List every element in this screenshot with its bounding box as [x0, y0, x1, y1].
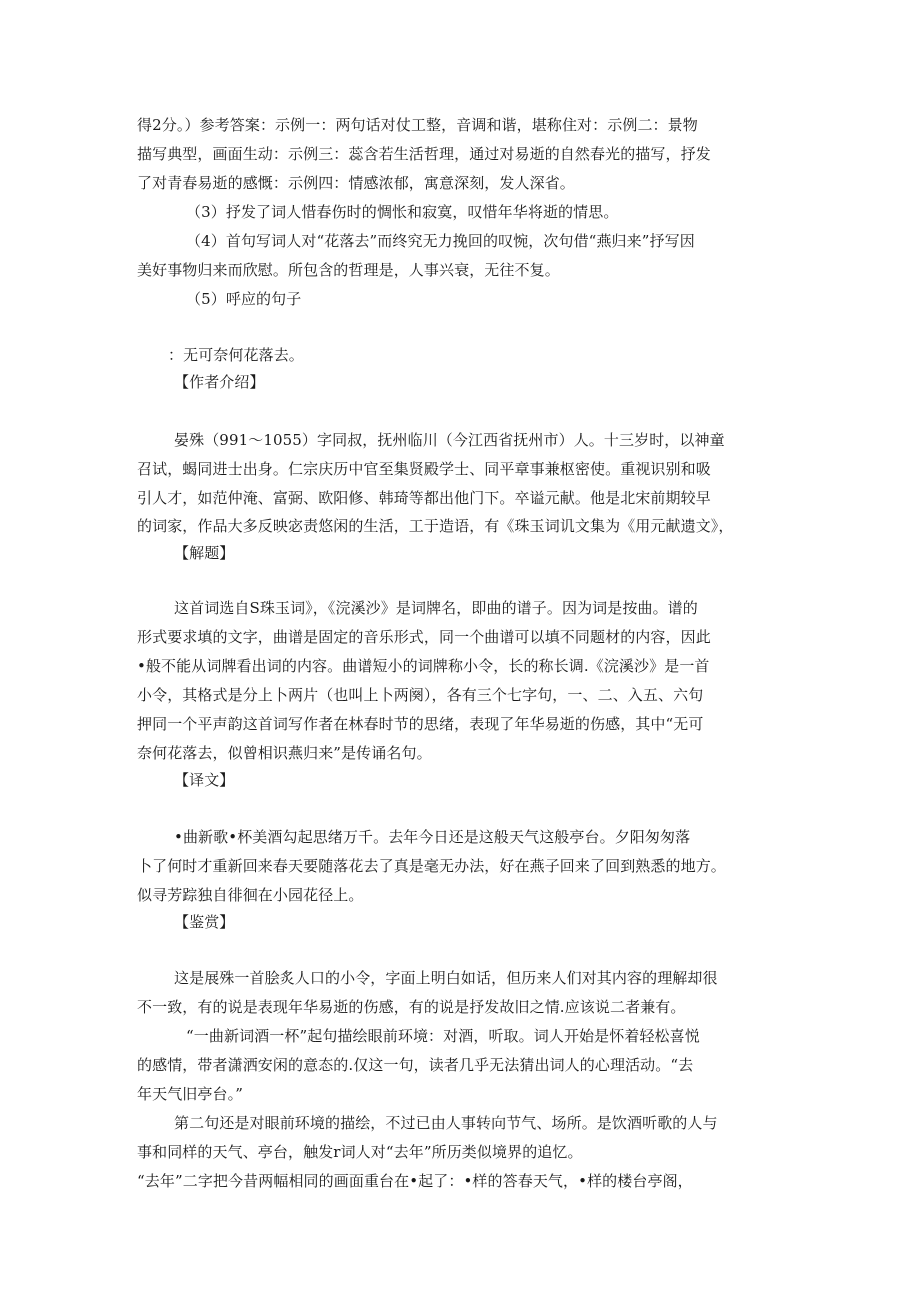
text-line: （4）首句写词人对“花落去”而终究无力挽回的叹惋，次句借“燕归来”抒写因 [186, 232, 695, 250]
text-line: “去年”二字把今昔两幅相同的画面重台在•起了：•样的答春天气，•样的楼台亭阁， [137, 1172, 693, 1190]
text-line: 不一致，有的说是表现年华易逝的伤感，有的说是抒发故旧之情.应该说二者兼有。 [137, 998, 686, 1016]
text-line: 卜了何时才重新回来春天要随落花去了真是毫无办法，好在燕子回来了回到熟悉的地方。 [137, 857, 726, 875]
text-line: 描写典型，画面生动：示例三：蕊含若生活哲理，通过对易逝的自然春光的描写，抒发 [137, 145, 711, 163]
section-heading: 【鉴赏】 [174, 913, 235, 931]
text-line: （3）抒发了词人惜春伤时的惆怅和寂寞，叹惜年华将逝的情思。 [186, 203, 619, 221]
text-line: 事和同样的天气、亭台，触发r词人对“去年”所历类似境界的追忆。 [137, 1143, 583, 1161]
text-line: 这首词选自S珠玉词》，《浣溪沙》是词牌名，即曲的谱子。因为词是按曲。谱的 [174, 599, 698, 617]
text-line: 这是展殊一首脍炙人口的小令，字面上明白如话，但历来人们对其内容的理解却很 [174, 969, 718, 987]
text-line: 引人才，如范仲淹、富弼、欧阳修、韩琦等都出他门下。卒谥元献。他是北宋前期较早 [137, 489, 711, 507]
text-line: “一曲新词酒一杯”起句描绘眼前环境：对酒，听取。词人开始是怀着轻松喜悦 [186, 1027, 700, 1045]
text-line: ：无可奈何花落去。 [168, 346, 304, 364]
text-line: 的词家，作品大多反映宓责悠闲的生活，工于造语，有《珠玉词讥文集为《用元献遗文》， [137, 517, 734, 535]
text-line: 押同一个平声韵这首词写作者在林春时节的思绪，表现了年华易逝的伤感，其中“无可 [137, 715, 704, 733]
text-line: 奈何花落去，似曾相识燕归来”是传诵名句。 [137, 744, 432, 762]
text-line: 召试，蝎同进士出身。仁宗庆历中官至集贤殿学士、同平章事兼枢密使。重视识别和吸 [137, 460, 711, 478]
section-heading: 【作者介绍】 [174, 373, 265, 391]
text-line: 形式要求填的文字，曲谱是固定的音乐形式，同一个曲谱可以填不同题材的内容，因此 [137, 628, 711, 646]
text-line: 似寻芳踪独自徘徊在小园花径上。 [137, 886, 364, 904]
section-heading: 【解题】 [174, 544, 235, 562]
text-line: 第二句还是对眼前环境的描绘，不过已由人事转向节气、场所。是饮酒听歌的人与 [174, 1114, 718, 1132]
text-line: 得2分。）参考答案：示例一：两句话对仗工整，音调和谐，堪称住对：示例二：景物 [137, 116, 698, 134]
text-line: 年天气旧亭台。” [137, 1085, 243, 1103]
text-line: 的感情，带者潇洒安闲的意态的.仅这一句，读者几乎无法猜出词人的心理活动。“去 [137, 1056, 694, 1074]
text-line: 晏殊（991～1055）字同叔，抚州临川（今江西省抚州市）人。十三岁时，以神童 [174, 431, 725, 449]
text-line: 了对青春易逝的感慨：示例四：情感浓郁，寓意深刻，发人深省。 [137, 174, 575, 192]
text-line: 美好事物归来而欣慰。所包含的哲理是，人事兴衰，无往不复。 [137, 261, 560, 279]
text-line: 小令，其格式是分上卜两片（也叫上卜两阕），各有三个七字句，一、二、入五、六句 [137, 686, 704, 704]
text-line: （5）呼应的句子 [186, 290, 302, 308]
section-heading: 【译文】 [174, 771, 235, 789]
text-line: •曲新歌•杯美酒勾起思绪万千。去年今日还是这般天气这般亭台。夕阳匆匆落 [174, 828, 691, 846]
text-line: •般不能从词牌看出词的内容。曲谱短小的词牌称小令，长的称长调.《浣溪沙》是一首 [137, 657, 710, 675]
